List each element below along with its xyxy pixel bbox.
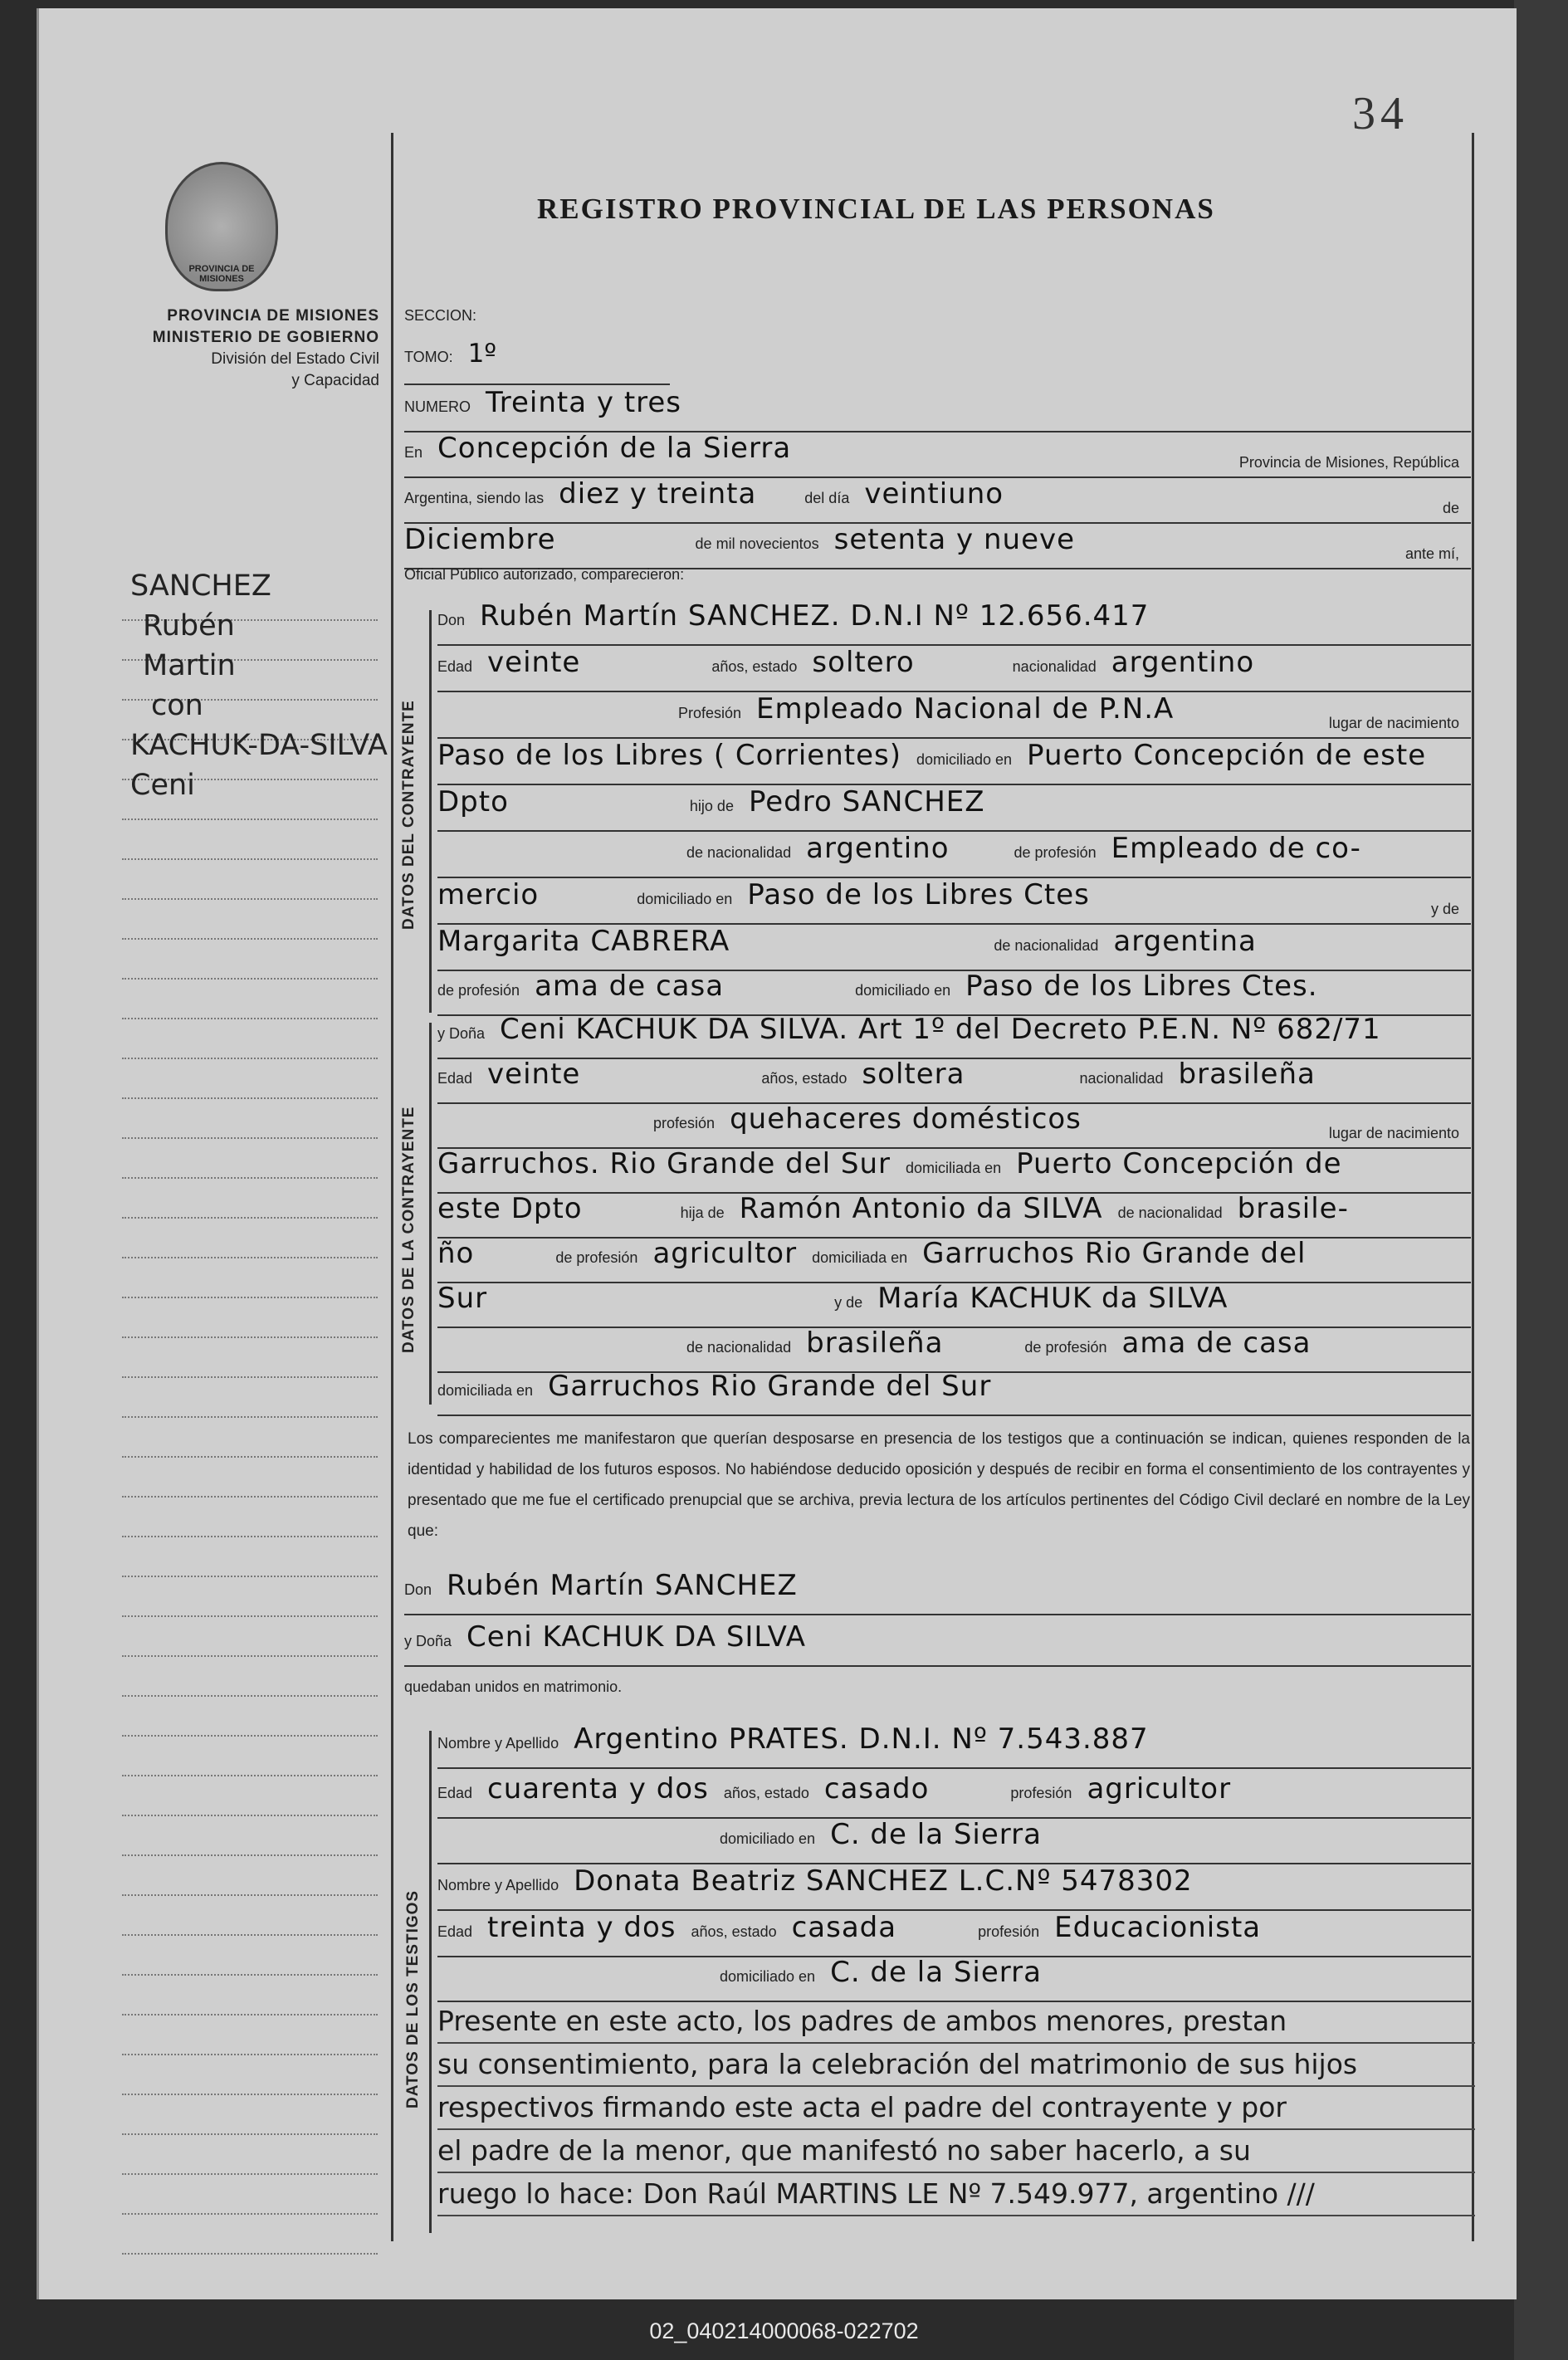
page-title: REGISTRO PROVINCIAL DE LAS PERSONAS — [537, 193, 1215, 225]
contrayente-nacionalidad: argentino — [1111, 646, 1255, 679]
contrayenta-padre-nac-label: de nacionalidad — [1117, 1204, 1223, 1221]
testigo2-edad-label: Edad — [437, 1923, 473, 1940]
margin-ruled-lines — [122, 581, 378, 2255]
contrayente-lugar: Paso de los Libres ( Corrientes) — [437, 739, 901, 772]
madre-nacionalidad-label: de nacionalidad — [994, 937, 1099, 954]
contrayenta-madre-prof-label: de profesión — [1024, 1339, 1107, 1356]
domiciliado-label: domiciliado en — [916, 751, 1013, 768]
madre-profesion-label: de profesión — [437, 982, 520, 999]
hora-value: diez y treinta — [559, 477, 757, 511]
testigo1-edad-row — [437, 1772, 1471, 1819]
contrayente-edad: veinte — [487, 646, 581, 679]
madre-domiciliado-label: domiciliado en — [855, 982, 951, 999]
de-profesion-label: de profesión — [1014, 844, 1097, 861]
contrayente-padre-nac-row — [437, 832, 1471, 878]
contrayente-padre: Pedro SANCHEZ — [748, 785, 985, 818]
contrayenta-edad-label: Edad — [437, 1070, 473, 1087]
argentina-label: Argentina, siendo las — [404, 490, 545, 506]
ante-label: ante mí, — [1404, 545, 1459, 562]
testigo2-profesion: Educacionista — [1054, 1911, 1262, 1944]
seccion-row — [404, 307, 1471, 337]
margin-con: con — [151, 689, 203, 722]
contrayenta-padre-domicilio: Garruchos Rio Grande del — [922, 1237, 1307, 1270]
testigo1-edad: cuarenta y dos — [487, 1772, 709, 1805]
numero-label: NUMERO — [404, 398, 471, 415]
tomo-label: TOMO: — [404, 349, 453, 365]
hija-label: hija de — [680, 1204, 725, 1221]
contrayenta-block — [429, 1023, 432, 1405]
testigo2-estado-label: años, estado — [691, 1923, 777, 1940]
org-capacity: y Capacidad — [291, 372, 379, 389]
contrayente-estado: soltero — [812, 646, 915, 679]
testigo1-profesion-label: profesión — [1010, 1785, 1072, 1801]
contrayenta-domicilio2: este Dpto — [437, 1192, 583, 1225]
union-cierre-row — [404, 1678, 1471, 1712]
contrayenta-padre-row — [437, 1192, 1471, 1239]
de-label: de — [1442, 500, 1459, 516]
provincia-label: Provincia de Misiones, República — [1238, 454, 1459, 471]
padre-domiciliado-label: domiciliado en — [637, 891, 733, 907]
contrayenta-y-de-label: y de — [834, 1294, 863, 1311]
contrayenta-nombre-row — [437, 1013, 1471, 1059]
right-rule — [1472, 133, 1474, 2241]
contrayente-madre-dom-row — [437, 970, 1471, 1016]
contrayenta-edad: veinte — [487, 1058, 581, 1091]
numero-value: Treinta y tres — [486, 386, 682, 419]
union-don-row — [404, 1569, 1471, 1615]
contrayenta-profesion: quehaceres domésticos — [730, 1102, 1082, 1136]
left-rule — [391, 133, 393, 2241]
testigo2-edad-row — [437, 1911, 1471, 1957]
contrayente-madre-domicilio: Paso de los Libres Ctes. — [965, 970, 1318, 1003]
hijo-label: hijo de — [689, 798, 734, 814]
testigo1-domicilio: C. de la Sierra — [830, 1818, 1042, 1851]
contrayenta-madre-row — [437, 1282, 1471, 1328]
margin-bride-name: Ceni — [130, 769, 195, 802]
observacion-line: respectivos firmando este acta el padre del contrayente y por — [437, 2087, 1475, 2130]
image-id-footer: 02_040214000068-022702 — [649, 2318, 919, 2343]
tomo-value: 1º — [467, 339, 497, 369]
oficial-row — [404, 566, 1471, 599]
anio-value: setenta y nueve — [833, 523, 1076, 556]
testigos-block — [429, 1731, 432, 2233]
testigo2-nombre-label: Nombre y Apellido — [437, 1877, 559, 1893]
contrayenta-madre-nacionalidad: brasileña — [806, 1327, 944, 1360]
union-dona-label: y Doña — [404, 1633, 452, 1649]
contrayente-domicilio2: Dpto — [437, 785, 509, 818]
union-don-label: Don — [404, 1581, 432, 1598]
seccion-label: SECCION: — [404, 307, 477, 324]
contrayenta-madre: María KACHUK da SILVA — [877, 1282, 1229, 1315]
margin-note — [130, 566, 388, 805]
lugar-acta-row — [404, 432, 1471, 478]
union-cierre: quedaban unidos en matrimonio. — [404, 1678, 623, 1695]
contrayenta-padre: Ramón Antonio da SILVA — [739, 1192, 1103, 1225]
contrayenta-profesion-label: profesión — [653, 1115, 716, 1131]
profesion-label: Profesión — [678, 705, 742, 721]
contrayente-profesion-row — [437, 692, 1471, 739]
contrayente-lugar-row — [437, 739, 1471, 785]
contrayente-padre-row — [437, 785, 1471, 832]
testigo1-estado: casado — [823, 1772, 930, 1805]
org-province: PROVINCIA DE MISIONES — [167, 307, 379, 325]
testigo2-edad: treinta y dos — [487, 1911, 677, 1944]
testigo2-dom-label: domiciliado en — [720, 1968, 816, 1985]
org-division: División del Estado Civil — [211, 350, 379, 368]
nacionalidad-label: nacionalidad — [1012, 658, 1097, 675]
contrayente-madre: Margarita CABRERA — [437, 925, 730, 958]
contrayenta-madre-domicilio: Garruchos Rio Grande del Sur — [548, 1370, 992, 1403]
observacion-line: su consentimiento, para la celebración del matrimonio de sus hijos — [437, 2044, 1475, 2087]
testigo2-nombre-row — [437, 1864, 1471, 1911]
tomo-row — [404, 339, 670, 385]
contrayenta-nacionalidad: brasileña — [1178, 1058, 1316, 1091]
contrayente-padre-profesion2: mercio — [437, 878, 540, 911]
contrayente-block — [429, 610, 432, 1013]
dia-label: del día — [804, 490, 850, 506]
lugar-acta-value: Concepción de la Sierra — [437, 432, 792, 465]
contrayenta-profesion-row — [437, 1102, 1471, 1149]
don-label: Don — [437, 612, 466, 628]
hora-row — [404, 477, 1471, 524]
testigo1-nombre-row — [437, 1722, 1471, 1769]
contrayente-padre-dom-row — [437, 878, 1471, 925]
testigo2-nombre: Donata Beatriz SANCHEZ L.C.Nº 5478302 — [574, 1864, 1193, 1898]
contrayente-domicilio: Puerto Concepción de este — [1027, 739, 1427, 772]
contrayenta-nacionalidad-label: nacionalidad — [1079, 1070, 1164, 1087]
testigo1-nombre-label: Nombre y Apellido — [437, 1735, 559, 1752]
legal-paragraph: Los comparecientes me manifestaron que querían desposarse en presencia de los testigos que a continuación se indican, quienes responden de la identidad y habilidad de los futuros esposos. No habiéndose deducido oposición y después de recibir en forma el consentimiento de los contrayentes y presentado que me fue el certificado prenupcial que se archiva, previa lectura de los artículos pertinentes del Código Civil declaré en nombre de la Ley que: — [408, 1430, 1470, 1540]
contrayenta-padre-prof-label: de profesión — [555, 1249, 638, 1266]
mes-value: Diciembre — [404, 523, 556, 556]
contrayenta-madre-dom-label: domiciliada en — [437, 1382, 534, 1399]
union-dona-row — [404, 1620, 1471, 1667]
observaciones — [437, 2001, 1475, 2216]
page-number: 34 — [1352, 88, 1409, 139]
union-dona: Ceni KACHUK DA SILVA — [466, 1620, 806, 1654]
contrayenta-section-label: DATOS DE LA CONTRAYENTE — [400, 1106, 418, 1353]
testigo1-edad-label: Edad — [437, 1785, 473, 1801]
book-spine — [1514, 0, 1568, 2360]
testigo1-dom-label: domiciliado en — [720, 1830, 816, 1847]
contrayenta-padre-domicilio2: Sur — [437, 1282, 488, 1315]
contrayenta-padre-nacionalidad: brasile- — [1237, 1192, 1349, 1225]
testigo1-dom-row — [437, 1818, 1471, 1864]
contrayenta-padre-dom-label: domiciliada en — [812, 1249, 908, 1266]
margin-name1: Rubén — [143, 609, 235, 643]
contrayenta-domicilio: Puerto Concepción de — [1016, 1147, 1342, 1180]
numero-row — [404, 386, 1471, 432]
contrayente-madre-row — [437, 925, 1471, 971]
margin-surname: SANCHEZ — [130, 569, 271, 603]
contrayente-section-label: DATOS DEL CONTRAYENTE — [400, 700, 418, 930]
register-page — [37, 8, 1517, 2299]
anio-label: de mil novecientos — [695, 535, 819, 552]
seal-text: PROVINCIA DE MISIONES — [188, 264, 255, 284]
en-label: En — [404, 444, 423, 461]
contrayenta-edad-row — [437, 1058, 1471, 1104]
contrayenta-madre-dom-row — [437, 1370, 1471, 1416]
edad-label: Edad — [437, 658, 473, 675]
contrayente-padre-profesion: Empleado de co- — [1111, 832, 1361, 865]
contrayenta-nombre: Ceni KACHUK DA SILVA. Art 1º del Decreto P.E.N. Nº 682/71 — [500, 1013, 1381, 1046]
de-nacionalidad-label: de nacionalidad — [686, 844, 792, 861]
oficial-label: Oficial Público autorizado, comparecieron: — [404, 566, 685, 583]
province-seal-icon — [165, 162, 278, 291]
observacion-line: Presente en este acto, los padres de ambos menores, prestan — [437, 2001, 1475, 2044]
fecha-row — [404, 523, 1471, 569]
contrayenta-padre-nacionalidad2: ño — [437, 1237, 475, 1270]
testigo2-domicilio: C. de la Sierra — [830, 1956, 1042, 1989]
y-de-label: y de — [1430, 901, 1459, 917]
observacion-line: el padre de la menor, que manifestó no saber hacerlo, a su — [437, 2130, 1475, 2173]
margin-name2: Martin — [143, 649, 236, 682]
margin-bride-surname: KACHUK-DA-SILVA — [130, 729, 388, 762]
contrayente-nombre: Rubén Martín SANCHEZ. D.N.I Nº 12.656.417 — [480, 599, 1150, 633]
contrayente-madre-profesion: ama de casa — [535, 970, 725, 1003]
testigo2-profesion-label: profesión — [978, 1923, 1040, 1940]
contrayenta-lugar: Garruchos. Rio Grande del Sur — [437, 1147, 891, 1180]
contrayenta-estado-label: años, estado — [761, 1070, 848, 1087]
contrayente-madre-nacionalidad: argentina — [1113, 925, 1257, 958]
testigo2-dom-row — [437, 1956, 1471, 2002]
contrayente-padre-nacionalidad: argentino — [806, 832, 950, 865]
contrayenta-madre-nac-row — [437, 1327, 1471, 1373]
dona-label: y Doña — [437, 1025, 486, 1042]
union-don: Rubén Martín SANCHEZ — [447, 1569, 798, 1602]
dia-value: veintiuno — [864, 477, 1004, 511]
estado-label: años, estado — [711, 658, 798, 675]
contrayenta-lugar-row — [437, 1147, 1471, 1194]
testigo1-estado-label: años, estado — [723, 1785, 809, 1801]
contrayenta-madre-nac-label: de nacionalidad — [686, 1339, 792, 1356]
contrayente-nombre-row — [437, 599, 1471, 646]
contrayenta-estado: soltera — [862, 1058, 965, 1091]
contrayente-edad-row — [437, 646, 1471, 692]
contrayente-profesion: Empleado Nacional de P.N.A — [756, 692, 1175, 726]
lugar-label: lugar de nacimiento — [1328, 715, 1459, 731]
testigos-section-label: DATOS DE LOS TESTIGOS — [404, 1889, 422, 2108]
contrayenta-lugar-label: lugar de nacimiento — [1328, 1125, 1459, 1141]
contrayenta-padre-prof-row — [437, 1237, 1471, 1283]
contrayenta-padre-profesion: agricultor — [652, 1237, 798, 1270]
testigo1-profesion: agricultor — [1087, 1772, 1232, 1805]
org-ministry: MINISTERIO DE GOBIERNO — [152, 329, 379, 346]
issuing-organization — [105, 305, 379, 392]
contrayenta-madre-profesion: ama de casa — [1121, 1327, 1312, 1360]
observacion-line: ruego lo hace: Don Raúl MARTINS LE Nº 7.549.977, argentino /// — [437, 2173, 1475, 2216]
contrayente-padre-domicilio: Paso de los Libres Ctes — [747, 878, 1090, 911]
contrayenta-domiciliada-label: domiciliada en — [906, 1160, 1002, 1176]
testigo1-nombre: Argentino PRATES. D.N.I. Nº 7.543.887 — [574, 1722, 1149, 1756]
testigo2-estado: casada — [791, 1911, 897, 1944]
